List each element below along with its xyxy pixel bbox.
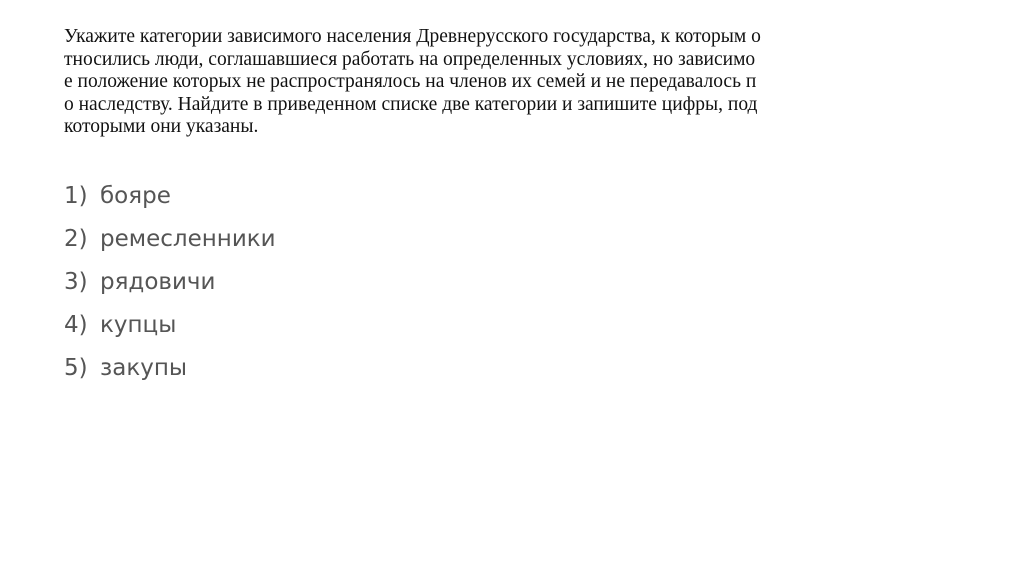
answer-options-list [64,175,276,390]
option-label: купцы [100,312,177,338]
answer-option-3 [64,261,276,304]
option-label: закупы [100,355,188,381]
option-label: бояре [100,183,171,209]
option-label: рядовичи [100,269,216,295]
answer-option-1 [64,175,276,218]
question-line: которыми они указаны. [64,116,259,137]
answer-option-4 [64,304,276,347]
option-number: 2) [64,226,88,252]
option-number: 5) [64,355,88,381]
answer-option-5 [64,347,276,390]
question-line: тносились люди, соглашавшиеся работать на определенных условиях, но зависимо [64,48,756,70]
question-line: е положение которых не распространялось на членов их семей и не передавалось п [64,71,757,92]
option-label: ремесленники [100,226,276,252]
option-number: 1) [64,183,88,209]
question-text [64,26,964,139]
answer-option-2 [64,218,276,261]
option-number: 3) [64,269,88,295]
question-line: Укажите категории зависимого населения Древнерусского государства, к которым о [64,26,761,47]
option-number: 4) [64,312,88,338]
question-line: о наследству. Найдите в приведенном списке две категории и запишите цифры, под [64,93,758,115]
